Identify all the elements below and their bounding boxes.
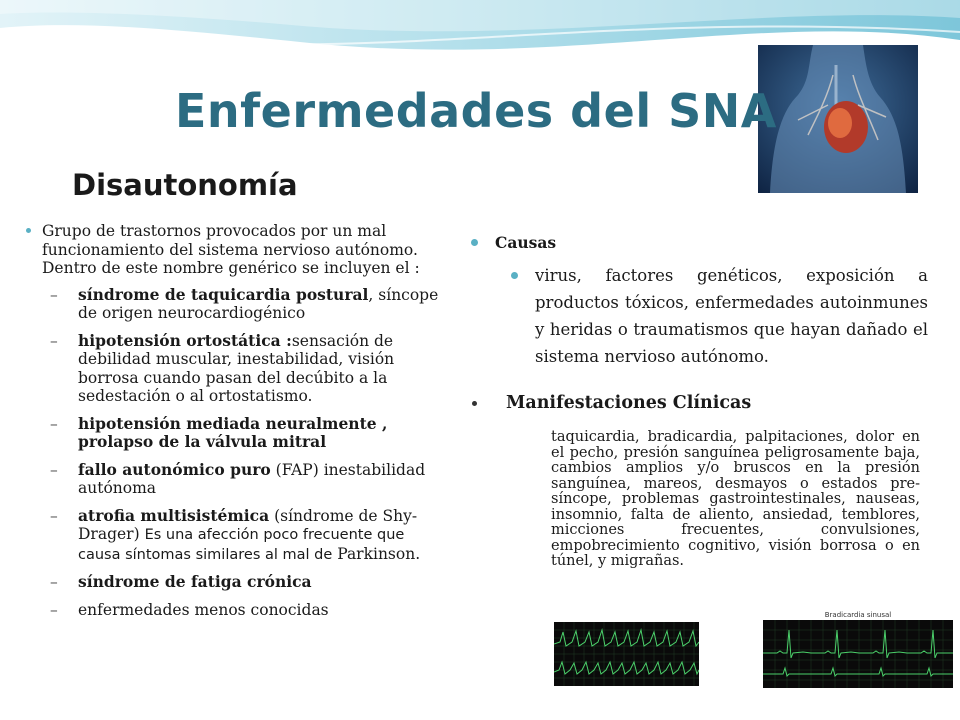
causas-text-block (535, 262, 928, 370)
list-item (20, 461, 445, 498)
manifestaciones-text: taquicardia, bradicardia, palpitaciones, dolor en el pecho, presión sanguínea peligrosamente baja, cambios amplios y/o bruscos en la presión sanguínea, mareos, desmayos o estados pre-síncope, problemas gastrointestinales, nauseas, insomnio, falta de aliento, ansiedad, temblores, micciones frecuentes, convulsiones, empobrecimiento cognitivo, visión borrosa o en túnel, y migrañas. (551, 429, 920, 569)
list-item (20, 573, 445, 592)
disautonomia-list (20, 222, 445, 628)
list-item (20, 507, 445, 565)
dash-icon: – (50, 573, 58, 591)
item-bold-text: síndrome de fatiga crónica (78, 572, 312, 591)
dash-icon: – (50, 331, 58, 350)
list-item (20, 332, 445, 406)
ecg-caption: Bradicardia sinusal (824, 611, 892, 619)
dash-icon: – (50, 414, 58, 433)
dash-icon: – (50, 285, 58, 304)
item-text: , síncope de origen neurocardiogénico (78, 285, 439, 322)
item-bold-text: fallo autonómico puro (78, 459, 271, 479)
list-item (20, 286, 445, 323)
manifestaciones-heading (472, 393, 751, 413)
bradicardia-ecg-image (763, 608, 953, 688)
bullet-dot-icon (26, 228, 31, 233)
causas-label: Causas (495, 233, 557, 252)
bullet-dot-icon (472, 401, 477, 406)
list-item (20, 601, 445, 620)
manifestaciones-label: Manifestaciones Clínicas (506, 393, 752, 413)
causas-text: virus, factores genéticos, exposición a productos tóxicos, enfermedades autoinmunes y heridas o traumatismos que hayan dañado el sistema nervioso autónomo. (535, 266, 928, 366)
intro-bullet (20, 222, 445, 278)
item-text: (síndrome de Shy-Drager) (78, 506, 418, 543)
bullet-dot-icon (511, 272, 518, 279)
item-text: (FAP) inestabilidad autónoma (78, 460, 426, 497)
heart-anatomy-image (758, 45, 918, 193)
slide-subtitle: Disautonomía (72, 168, 298, 202)
dash-icon: – (50, 460, 58, 479)
item-bold-text: hipotensión mediada neuralmente , prolapso de la válvula mitral (78, 413, 388, 451)
dash-icon: – (50, 506, 58, 525)
item-text: enfermedades menos conocidas (78, 600, 329, 619)
dash-icon: – (50, 600, 58, 619)
bullet-dot-icon (471, 239, 478, 246)
intro-text: Grupo de trastornos provocados por un mal funcionamiento del sistema nervioso autónomo. Dentro de este nombre genérico se incluyen el : (42, 222, 420, 277)
list-item (20, 415, 445, 452)
slide-title: Enfermedades del SNA (175, 84, 777, 138)
item-bold-text: síndrome de taquicardia postural (78, 284, 369, 304)
item-bold-text: atrofia multisistémica (78, 505, 270, 525)
causas-heading (470, 233, 556, 252)
item-tail-text: Parkinson. (332, 544, 421, 563)
ecg-strip-image (554, 622, 699, 686)
item-bold-text: hipotensión ortostática : (78, 330, 292, 350)
item-small-text: Es una afección poco frecuente que causa síntomas similares al mal de (78, 527, 405, 563)
item-text: sensación de debilidad muscular, inestabilidad, visión borrosa cuando pasan del decúbito a la sedestación o al ortostatismo. (78, 331, 395, 405)
